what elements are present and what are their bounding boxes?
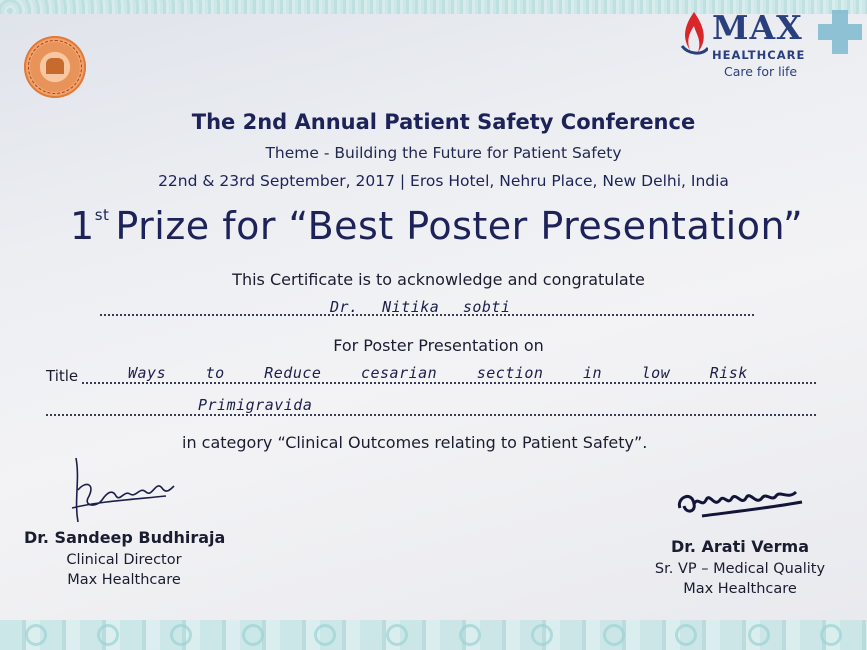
signatory-right bbox=[640, 537, 840, 597]
max-healthcare-logo bbox=[672, 4, 867, 84]
seal-monument-icon bbox=[46, 58, 64, 74]
title-label: Title bbox=[46, 367, 79, 385]
swirl-ornament bbox=[25, 624, 47, 646]
prize-ordinal-number: 1 bbox=[70, 204, 95, 248]
poster-title-line-1: Ways to Reduce cesarian section in low Risk bbox=[128, 364, 748, 382]
flame-icon bbox=[680, 10, 708, 56]
swirl-ornament bbox=[603, 624, 625, 646]
logo-tagline: Care for life bbox=[724, 64, 798, 79]
signatory-left bbox=[24, 528, 224, 588]
signature-verma bbox=[672, 478, 812, 528]
logo-subtitle: HEALTHCARE bbox=[712, 48, 806, 62]
swirl-ornament bbox=[97, 624, 119, 646]
prize-ordinal-suffix: st bbox=[94, 206, 110, 224]
swirl-ornament bbox=[314, 624, 336, 646]
conference-title: The 2nd Annual Patient Safety Conference bbox=[191, 110, 696, 134]
swirl-ornament bbox=[675, 624, 697, 646]
dates-venue: 22nd & 23rd September, 2017 | Eros Hotel, Nehru Place, New Delhi, India bbox=[158, 172, 729, 190]
swirl-ornament bbox=[820, 624, 842, 646]
swirl-ornament bbox=[748, 624, 770, 646]
swirl-ornament bbox=[531, 624, 553, 646]
acknowledge-text: This Certificate is to acknowledge and congratulate bbox=[232, 270, 645, 289]
title-dotted-line-2 bbox=[46, 414, 816, 416]
poster-title-line-2: Primigravida bbox=[198, 396, 313, 414]
signature-budhiraja bbox=[66, 450, 186, 530]
swirl-ornament bbox=[459, 624, 481, 646]
plus-icon bbox=[814, 6, 866, 58]
conference-seal bbox=[24, 36, 86, 98]
prize-heading bbox=[70, 204, 803, 248]
swirl-ornament bbox=[170, 624, 192, 646]
signatory-org: Max Healthcare bbox=[683, 581, 797, 597]
for-poster-text: For Poster Presentation on bbox=[333, 336, 544, 355]
signatory-org: Max Healthcare bbox=[67, 572, 181, 588]
category-text: in category “Clinical Outcomes relating to Patient Safety”. bbox=[182, 433, 648, 452]
title-dotted-line-1 bbox=[82, 382, 816, 384]
prize-title: Prize for “Best Poster Presentation” bbox=[115, 204, 804, 248]
conference-theme: Theme - Building the Future for Patient Safety bbox=[265, 144, 622, 162]
signatory-name: Dr. Sandeep Budhiraja bbox=[24, 528, 226, 547]
signatory-role: Sr. VP – Medical Quality bbox=[654, 561, 826, 577]
signatory-name: Dr. Arati Verma bbox=[670, 537, 810, 556]
swirl-ornament bbox=[386, 624, 408, 646]
recipient-name: Dr. Nitika sobti bbox=[330, 298, 511, 316]
logo-brand: MAX bbox=[712, 8, 803, 47]
swirl-ornament bbox=[242, 624, 264, 646]
signatory-role: Clinical Director bbox=[66, 552, 182, 568]
decorative-border-bottom bbox=[0, 620, 867, 650]
